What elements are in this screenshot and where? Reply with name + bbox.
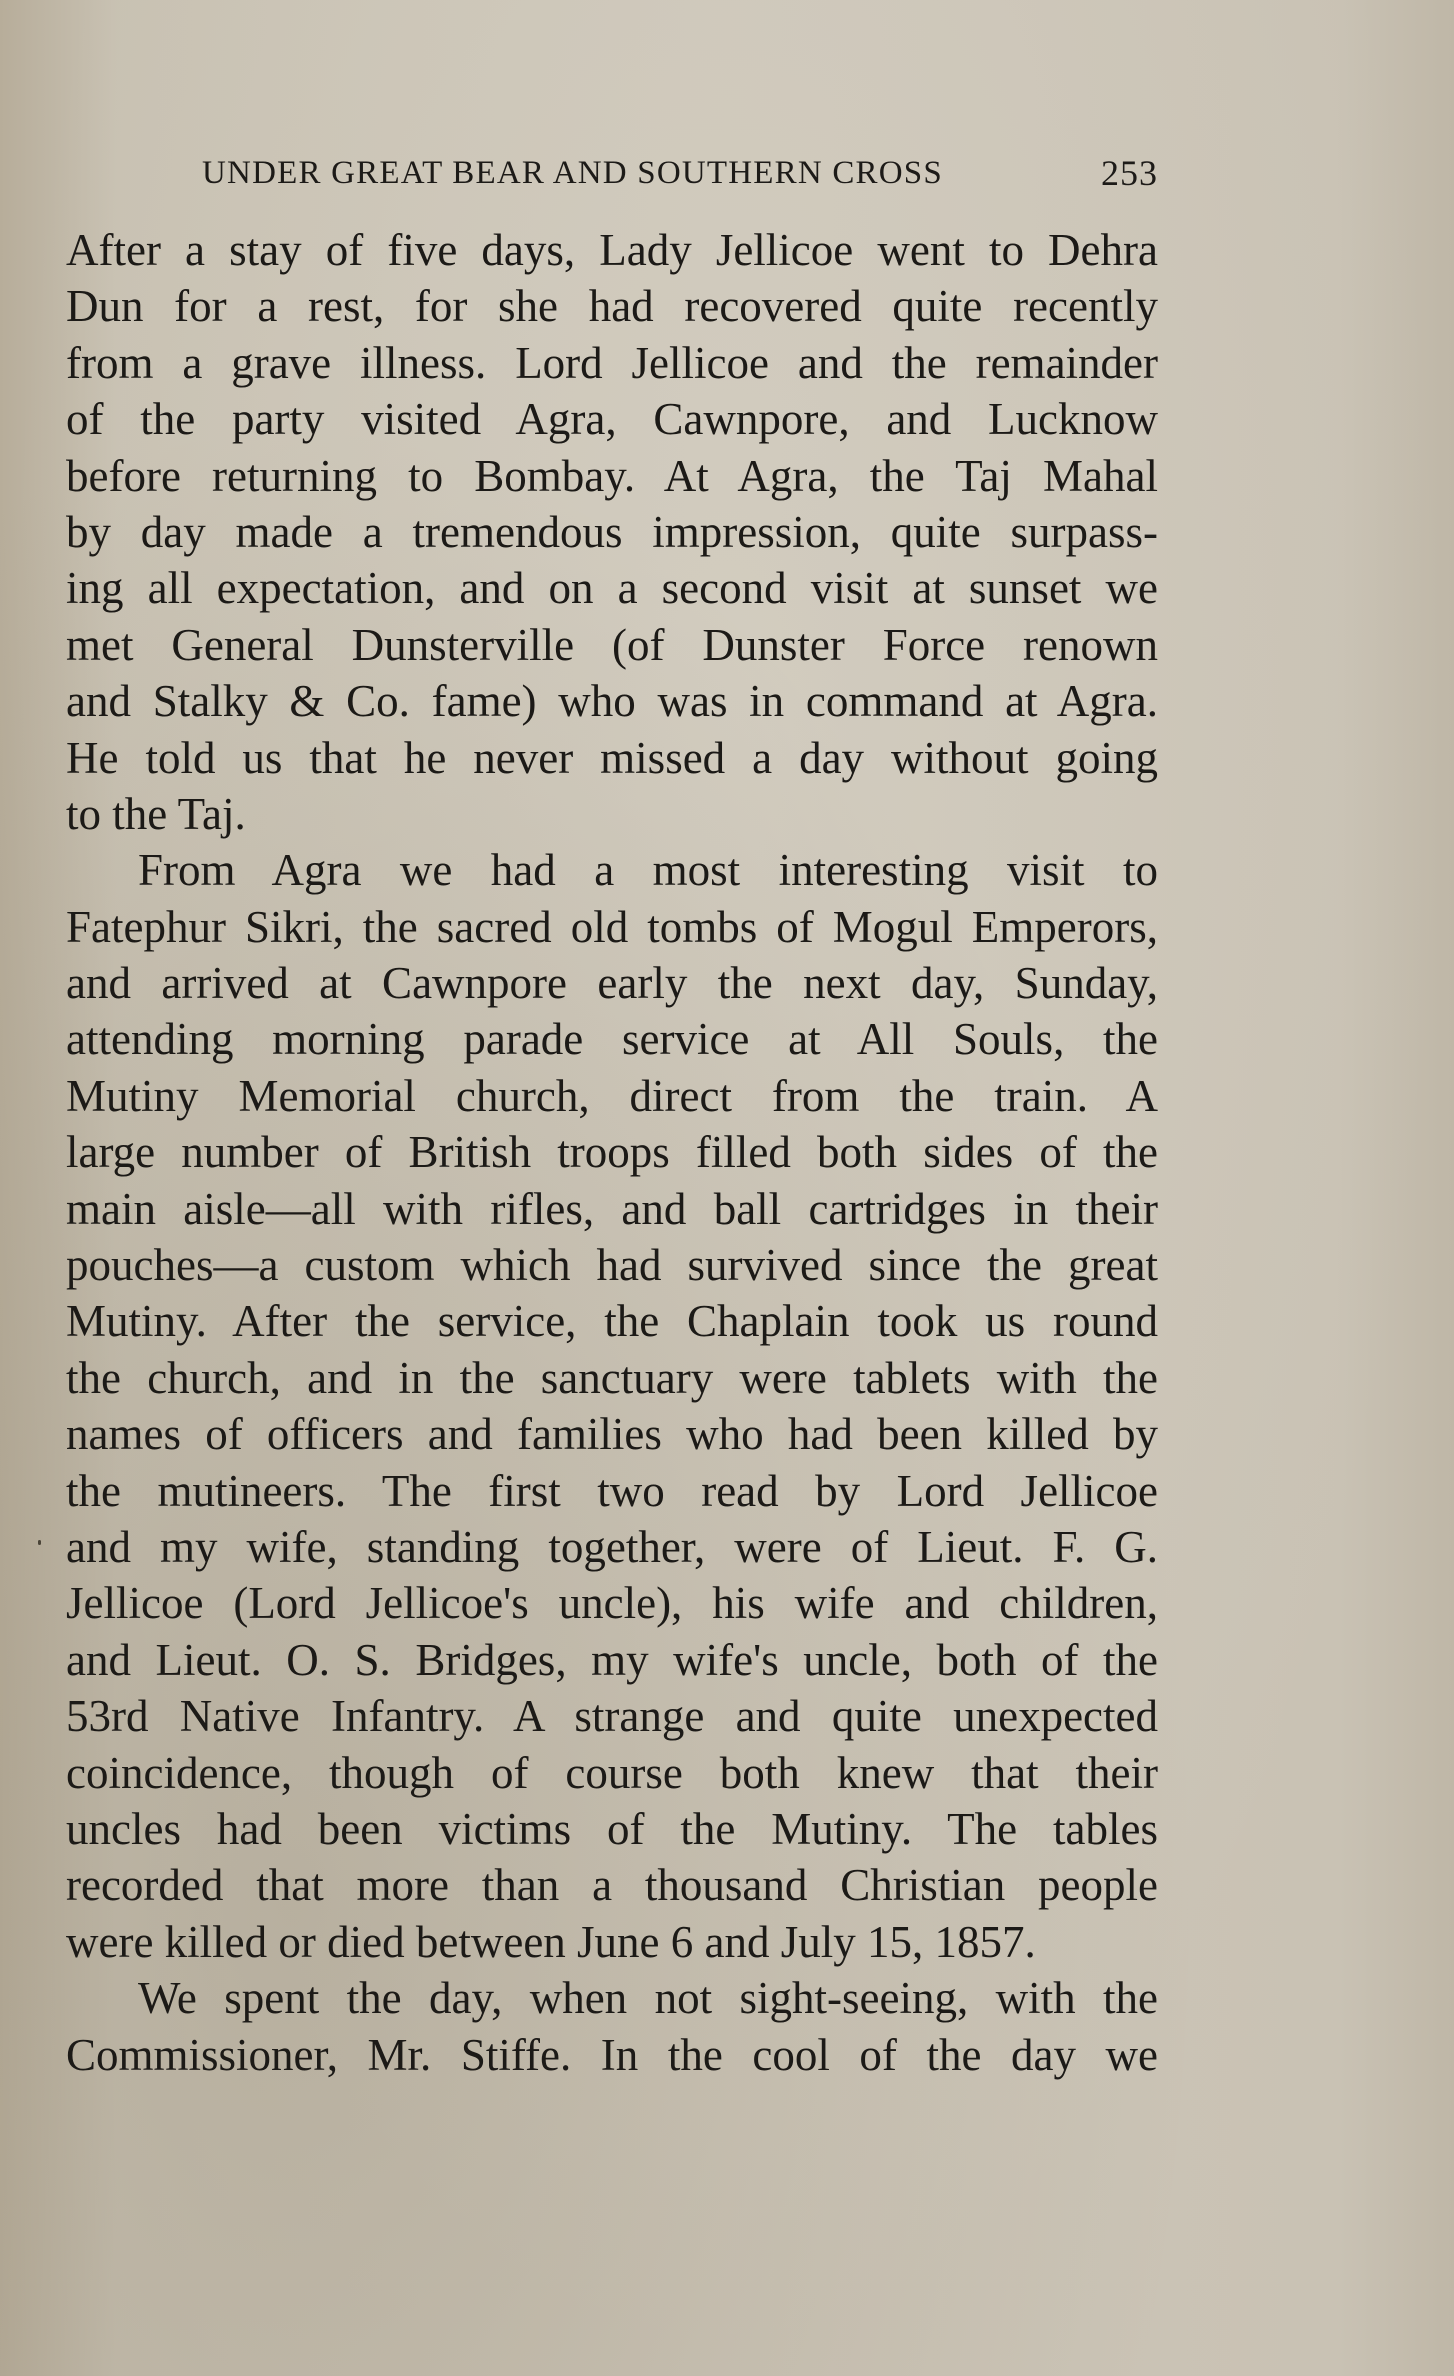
text-line: ing all expectation, and on a second visit at sunset we <box>66 563 1158 614</box>
text-line: of the party visited Agra, Cawnpore, and Lucknow <box>66 394 1158 445</box>
text-line: main aisle—all with rifles, and ball cartridges in their <box>66 1183 1158 1234</box>
text-line: Mutiny. After the service, the Chaplain took us round <box>66 1296 1158 1347</box>
text-line: the mutineers. The first two read by Lord Jellicoe <box>66 1465 1158 1516</box>
text-line: coincidence, though of course both knew that their <box>66 1747 1158 1798</box>
text-line: names of officers and families who had been killed by <box>66 1409 1158 1460</box>
text-line: pouches—a custom which had survived since the great <box>66 1240 1158 1291</box>
text-line: Commissioner, Mr. Stiffe. In the cool of the day we <box>66 2029 1158 2080</box>
text-line: before returning to Bombay. At Agra, the Taj Mahal <box>66 450 1158 501</box>
text-line: to the Taj. <box>66 788 246 839</box>
text-line: large number of British troops filled both sides of the <box>66 1127 1158 1178</box>
text-line: 53rd Native Infantry. A strange and quite unexpected <box>66 1691 1158 1742</box>
body-text <box>66 222 1158 2083</box>
text-line: were killed or died between June 6 and July 15, 1857. <box>66 1916 1036 1967</box>
paper-speck <box>38 1540 41 1545</box>
text-line: met General Dunsterville (of Dunster Force renown <box>66 619 1158 670</box>
text-line: the church, and in the sanctuary were tablets with the <box>66 1352 1158 1403</box>
text-line: uncles had been victims of the Mutiny. The tables <box>66 1803 1158 1854</box>
page-number: 253 <box>1101 153 1158 193</box>
text-line: and Stalky & Co. fame) who was in command at Agra. <box>66 676 1158 727</box>
text-line: Fatephur Sikri, the sacred old tombs of Mogul Emperors, <box>66 901 1158 952</box>
running-head-title: UNDER GREAT BEAR AND SOUTHERN CROSS <box>202 155 943 191</box>
text-line: recorded that more than a thousand Christian people <box>66 1860 1158 1911</box>
text-line: and arrived at Cawnpore early the next day, Sunday, <box>66 958 1158 1009</box>
text-line: After a stay of five days, Lady Jellicoe went to Dehra <box>66 225 1158 275</box>
text-line: Jellicoe (Lord Jellicoe's uncle), his wife and children, <box>66 1578 1158 1629</box>
text-line: He told us that he never missed a day without going <box>66 732 1158 783</box>
text-line: and my wife, standing together, were of Lieut. F. G. <box>66 1521 1158 1572</box>
text-line: attending morning parade service at All Souls, the <box>66 1014 1158 1065</box>
text-line: by day made a tremendous impression, quite surpass- <box>66 506 1158 557</box>
text-line: from a grave illness. Lord Jellicoe and the remainder <box>66 337 1158 388</box>
text-line: Mutiny Memorial church, direct from the train. A <box>66 1070 1158 1121</box>
text-line: and Lieut. O. S. Bridges, my wife's uncle, both of the <box>66 1634 1158 1685</box>
text-line: From Agra we had a most interesting visit to <box>138 845 1158 896</box>
text-line: Dun for a rest, for she had recovered quite recently <box>66 281 1158 332</box>
text-line: We spent the day, when not sight-seeing, with the <box>138 1973 1158 2024</box>
running-head <box>202 148 1158 198</box>
